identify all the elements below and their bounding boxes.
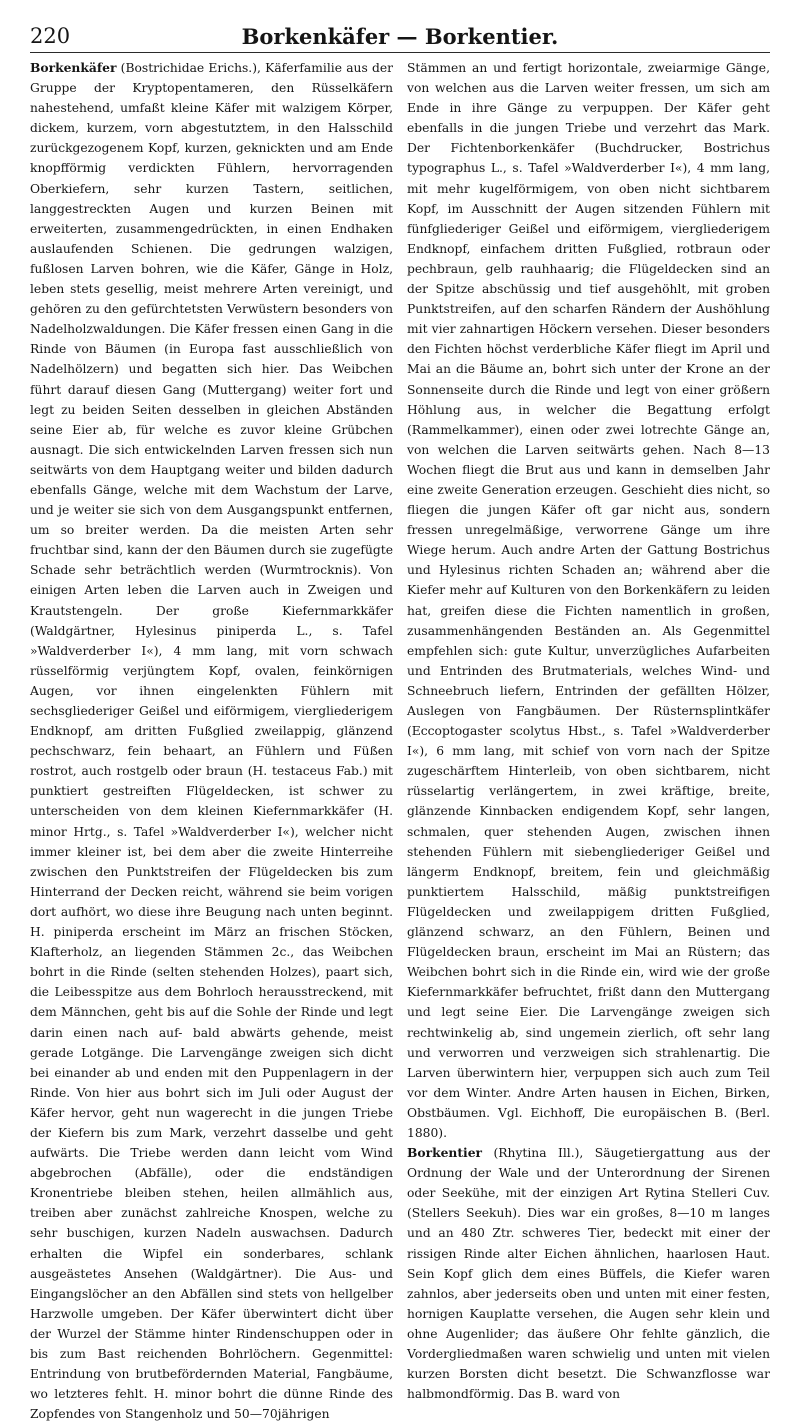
entry-borkenkaefer-continued: Stämmen an und fertigt horizontale, zweiarmige Gänge, von welchen aus die Larven weiter fressen, um sich am Ende in ihre Gänge zu verpuppen. Der Käfer geht ebenfalls in die jungen Triebe und verzehrt das Mark. Der Fichtenborkenkäfer (Buchdrucker, Bostrichus typographus L., s. Tafel »Waldverderber I«), 4 mm lang, mit mehr kugelförmigem, von oben nicht sichtbarem Kopf, im Ausschnitt der Augen sitzenden Fühlern mit fünfgliederiger Geißel und eiförmigem, viergliederigem Endknopf, einfachem dritten Fußglied, rotbraun oder pechbraun, gelb rauhhaarig; die Flügeldecken sind an der Spitze abschüssig und tief ausgehöhlt, mit groben Punktstreifen, auf den scharfen Rändern der Aushöhlung mit vier zahnartigen Höckern versehen. Dieser besonders den Fichten höchst verderbliche Käfer fliegt im April und Mai an die Bäume an, bohrt sich unter der Krone an der Sonnenseite durch die Rinde und legt von einer größern Höhlung aus, in welcher die Begattung erfolgt (Rammelkammer), einen oder zwei lotrechte Gänge an, von welchen die Larven seitwärts gehen. Nach 8—13 Wochen fliegt die Brut aus und kann in demselben Jahr eine zweite Generation erzeugen. Geschieht dies nicht, so fliegen die jungen Käfer oft gar nicht aus, sondern fressen unregelmäßige, verworrene Gänge um ihre Wiege herum. Auch andre Arten der Gattung Bostrichus und Hylesinus richten Schaden an; während aber die Kiefer mehr auf Kulturen von den Borkenkäfern zu leiden hat, greifen diese die Fichten namentlich in großen, zusammenhängenden Beständen an. Als Gegenmittel empfehlen sich: gute Kultur, unverzügliches Aufarbeiten und Entrinden des Brutmaterials, welches Wind- und Schneebruch liefern, Entrinden der gefällten Hölzer, Auslegen von Fangbäumen. Der Rüsternsplintkäfer (Eccoptogaster scolytus Hbst., s. Tafel »Waldverderber I«), 6 mm lang, mit schief von vorn nach der Spitze zugeschärftem Hinterleib, von oben sichtbarem, nicht rüsselartig verlängertem, in zwei kräftige, breite, glänzende Kinnbacken endigendem Kopf, sehr langen, schmalen, quer stehenden Augen, zwischen ihnen stehenden Fühlern mit siebengliederiger Geißel und längerm Endknopf, breitem, fein und gleichmäßig punktiertem Halsschild, mäßig punktstreifigen Flügeldecken und zweilappigem dritten Fußglied, glänzend schwarz, an den Fühlern, Beinen und Flügeldecken braun, erscheint im Mai an Rüstern; das Weibchen bohrt sich in die Rinde ein, wird wie der große Kiefernmarkkäfer befruchtet, frißt dann den Muttergang und legt seine Eier. Die Larvengänge zweigen sich rechtwinkelig ab, sind ungemein zierlich, oft sehr lang und verworren und verzweigen sich strahlenartig. Die Larven überwintern hier, verpuppen sich auch zum Teil vor dem Winter. Andre Arten hausen in Eichen, Birken, Obstbäumen. Vgl. Eichhoff, Die europäischen B. (Berl. 1880).	[407, 61, 770, 1140]
text-columns	[30, 58, 770, 1422]
lemma-borkentier: Borkentier	[407, 1145, 483, 1161]
entry-body: (Bostrichidae Erichs.), Käferfamilie aus der Gruppe der Kryptopentameren, den Rüsselkäfern nahestehend, umfaßt kleine Käfer mit walzigem Körper, dickem, kurzem, vorn abgestutztem, in den Halsschild zurückgezogenem Kopf, kurzen, geknickten und am Ende knopfförmig verdickten Fühlern, hervorragenden Oberkiefern, sehr kurzen Tastern, seitlichen, langgestreckten Augen und kurzen Beinen mit erweiterten, zusammengedrückten, in einen Endhaken auslaufenden Schienen. Die gedrungen walzigen, fußlosen Larven bohren, wie die Käfer, Gänge in Holz, leben stets gesellig, meist mehrere Arten vereinigt, und gehören zu den gefürchtetsten Verwüstern besonders von Nadelholzwaldungen. Die Käfer fressen einen Gang in die Rinde von Bäumen (in Europa fast ausschließlich von Nadelhölzern) und begatten sich hier. Das Weibchen führt darauf diesen Gang (Muttergang) weiter fort und legt zu beiden Seiten desselben in gleichen Abständen seine Eier ab, für welche es zuvor kleine Grübchen ausnagt. Die sich entwickelnden Larven fressen sich nun seitwärts von dem Hauptgang weiter und bilden dadurch ebenfalls Gänge, welche mit dem Wachstum der Larve, und je weiter sie sich von dem Ausgangspunkt entfernen, um so breiter werden. Da die meisten Arten sehr fruchtbar sind, kann der den Bäumen durch sie zugefügte Schade sehr beträchtlich werden (Wurmtrocknis). Von einigen Arten leben die Larven auch in Zweigen und Krautstengeln. Der große Kiefernmarkkäfer (Waldgärtner, Hylesinus piniperda L., s. Tafel »Waldverderber I«), 4 mm lang, mit vorn schwach rüsselförmig verjüngtem Kopf, ovalen, feinkörnigen Augen, vor ihnen eingelenkten Fühlern mit sechsgliederiger Geißel und eiförmigem, viergliederigem Endknopf, am dritten Fußglied zweilappig, glänzend pechschwarz, fein behaart, an Fühlern und Füßen rostrot, auch rostgelb oder braun (H. testaceus Fab.) mit punktiert gestreiften Flügeldecken, ist schwer zu unterscheiden von dem kleinen Kiefernmarkkäfer (H. minor Hrtg., s. Tafel »Waldverderber I«), welcher nicht immer kleiner ist, bei dem aber die zweite Hinterreihe zwischen den Punktstreifen der Flügeldecken bis zum Hinterrand der Decken reicht, während sie beim vorigen dort aufhört, wo diese ihre Beugung nach unten beginnt. H. piniperda erscheint im März an frischen Stöcken, Klafterholz, an liegenden Stämmen 2c., das Weibchen bohrt in die Rinde (selten stehenden Holzes), paart sich, die Leibesspitze aus dem Bohrloch herausstreckend, mit dem Männchen, geht bis auf die Sohle der Rinde und legt darin einen nach auf- bald abwärts gehende, meist gerade Lotgänge. Die Larvengänge zweigen sich dicht bei einander ab und enden mit den Puppenlagern in der Rinde. Von hier aus bohrt sich im Juli oder August der Käfer hervor, geht nun wagerecht in die jungen Triebe der Kiefern bis zum Mark, verzehrt dasselbe und geht aufwärts. Die Triebe werden dann leicht vom Wind abgebrochen (Abfälle), oder die endständigen Kronentriebe bleiben stehen, heilen allmählich aus, treiben aber zunächst zahlreiche Knospen, welche zu sehr buschigen, kurzen Nadeln auswachsen. Dadurch erhalten die Wipfel ein sonderbares, schlank ausgeästetes Ansehen (Waldgärtner). Die Aus- und Eingangslöcher an den Abfällen sind stets von hellgelber Harzwolle umgeben. Der Käfer überwintert dicht über der Wurzel der Stämme hinter Rindenschuppen oder in bis zum Bast reichenden Bohrlöchern. Gegenmittel: Entrindung von brutbefördernden Material, Fangbäume, wo letzteres fehlt. H. minor bohrt die dünne Rinde des Zopfendes von Stangenholz und 50—70jährigen	[30, 61, 393, 1422]
page-number: 220	[30, 24, 71, 48]
lemma-borkenkaefer: Borkenkäfer	[30, 60, 117, 75]
running-head-title: Borkenkäfer — Borkentier.	[241, 24, 559, 49]
right-column	[407, 58, 770, 1402]
entry-borkenkaefer	[30, 58, 393, 1424]
running-head	[30, 12, 770, 53]
entry-borkentier	[407, 1143, 770, 1404]
entry-body: (Rhytina Ill.), Säugetiergattung aus der Ordnung der Wale und der Unterordnung der Sirenen oder Seekühe, mit der einzigen Art Rytina Stelleri Cuv. (Stellers Seekuh). Dies war ein großes, 8—10 m langes und an 480 Ztr. schweres Tier, bedeckt mit einer der rissigen Rinde alter Eichen ähnlichen, haarlosen Haut. Sein Kopf glich dem eines Büffels, die Kiefer waren zahnlos, aber jederseits oben und unten mit einer festen, hornigen Kauplatte versehen, die Augen sehr klein und ohne Augenlider; das äußere Ohr fehlte gänzlich, die Vordergliedmaßen waren schwielig und unten mit vielen kurzen Borsten dicht besetzt. Die Schwanzflosse war halbmondförmig. Das B. ward von	[407, 1146, 770, 1402]
left-column	[30, 58, 393, 1422]
